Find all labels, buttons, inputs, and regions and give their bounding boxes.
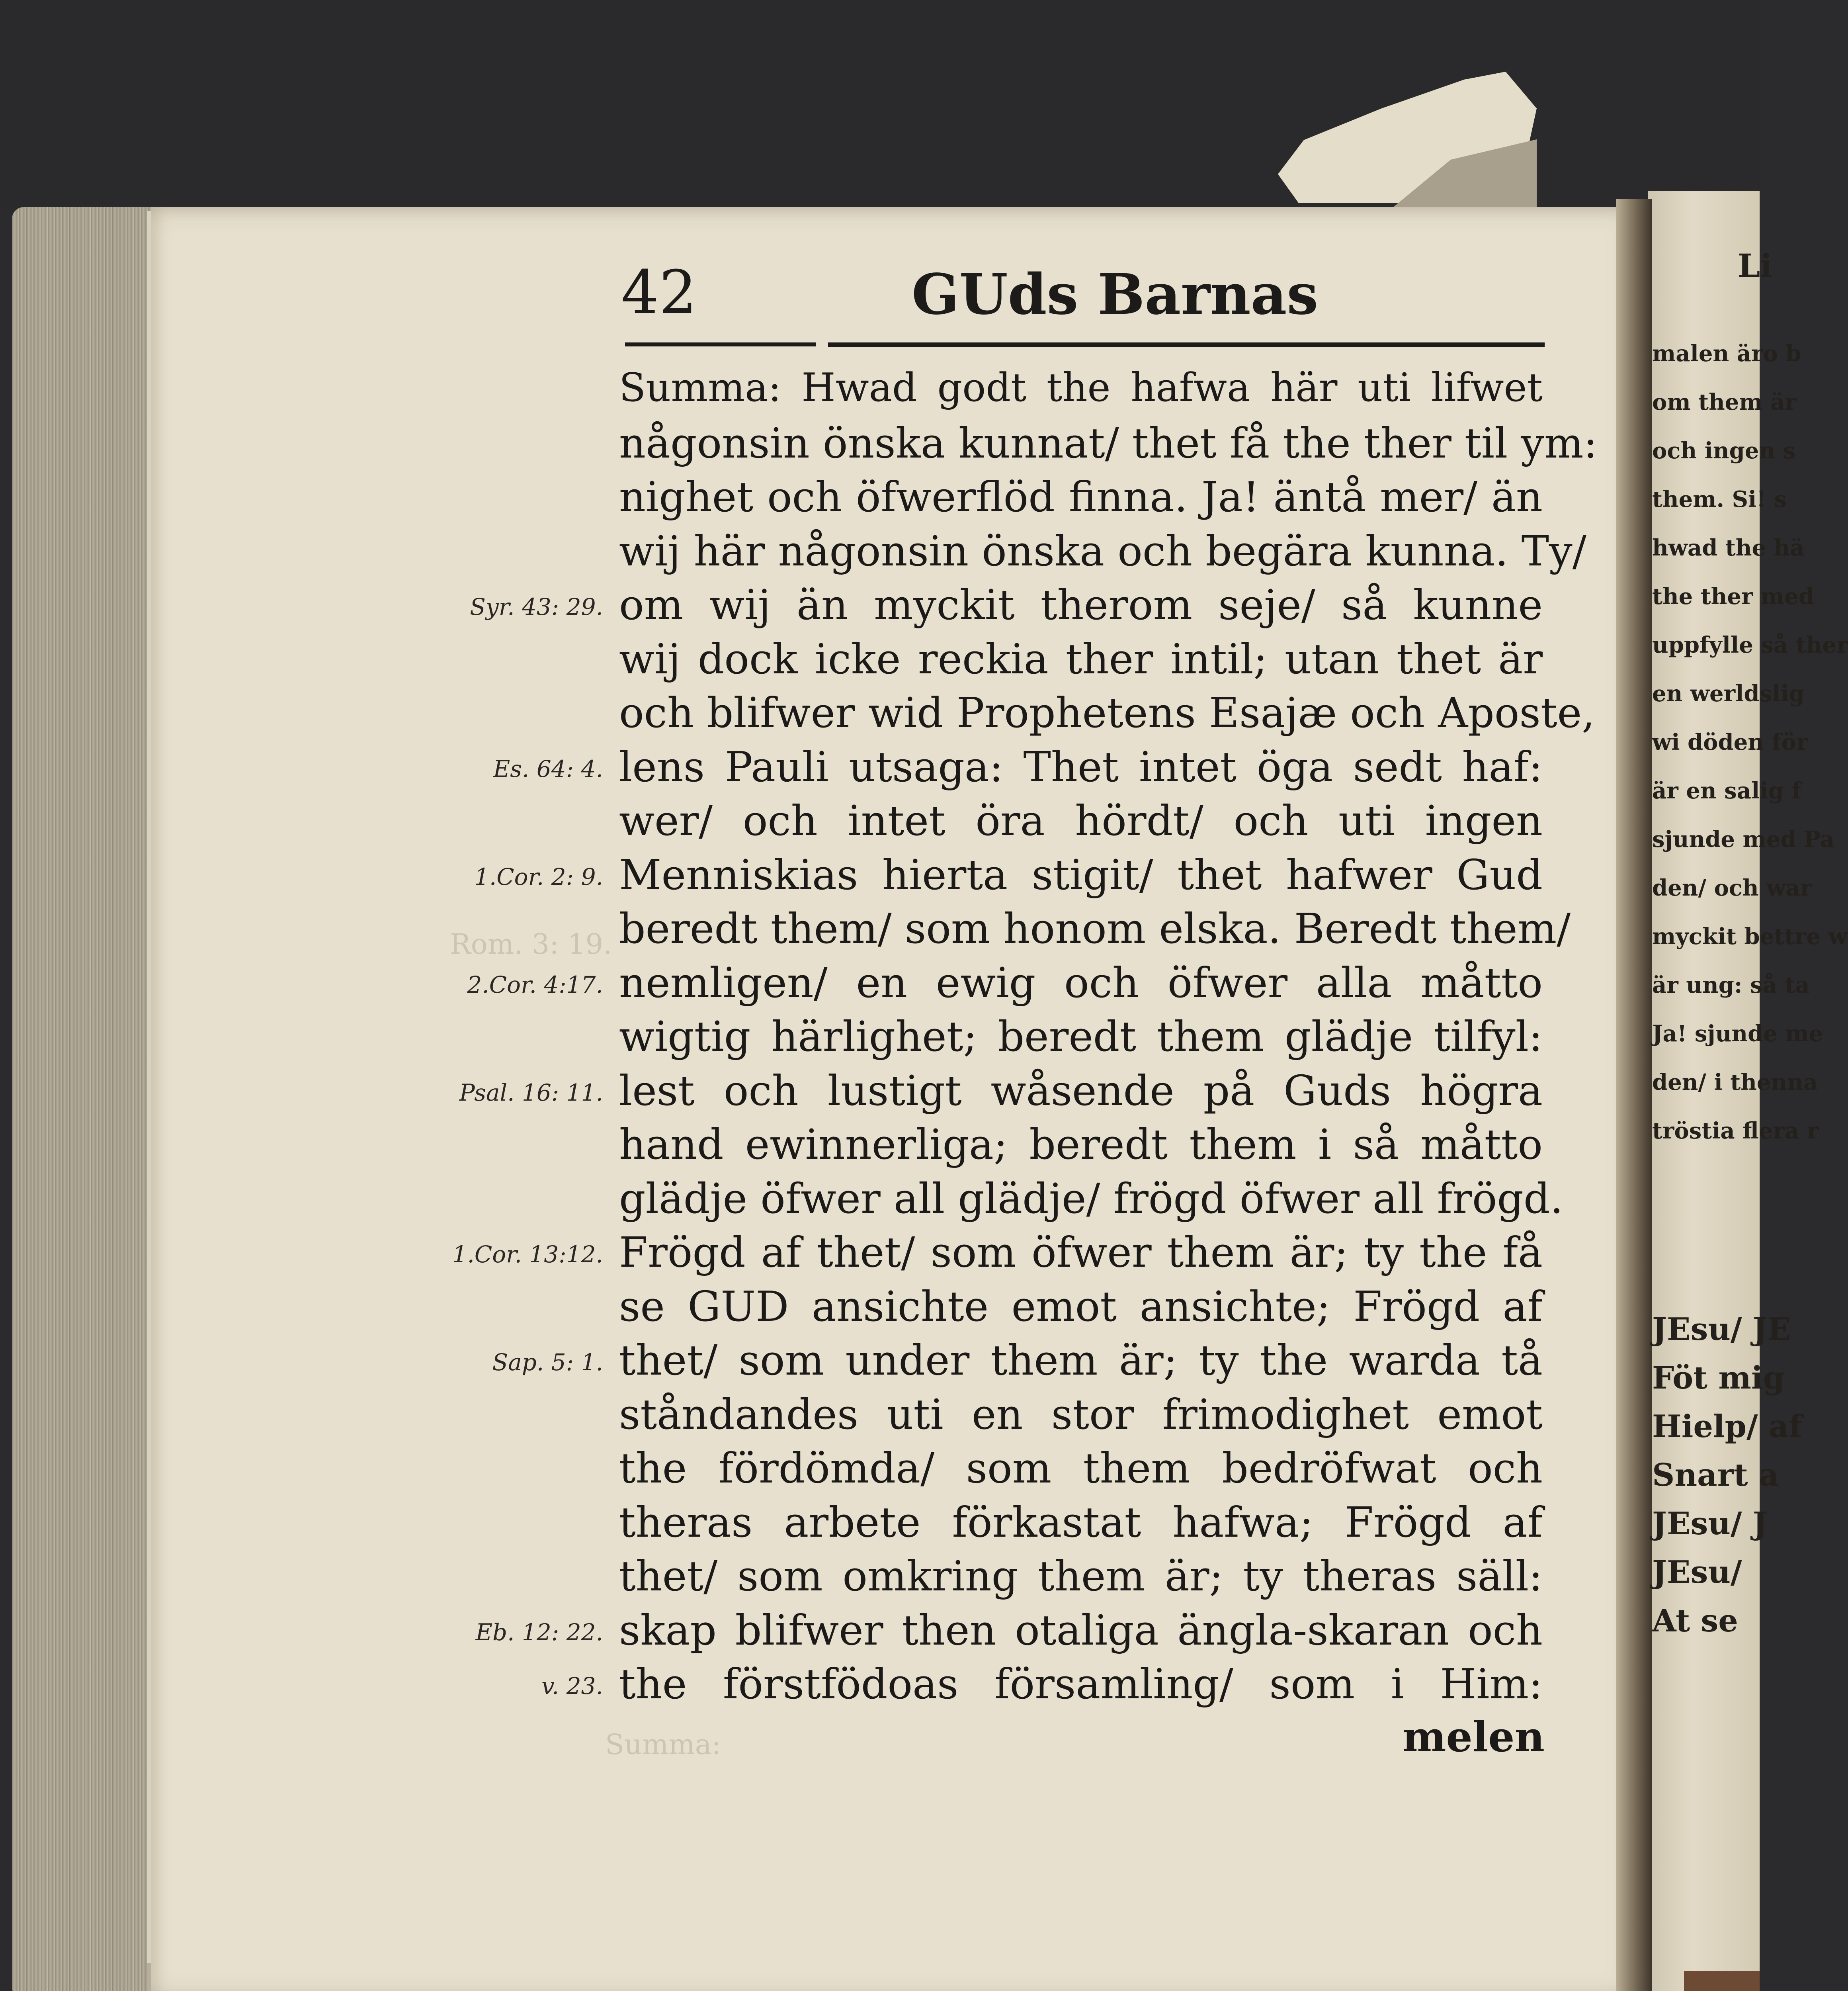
text-line: lest och lustigt wåsende på Guds högra — [619, 1066, 1543, 1115]
bleed-through-text: Summa: — [605, 1728, 721, 1761]
text-line: hand ewinnerliga; beredt them i så måtto — [619, 1120, 1543, 1169]
right-page-line: är ung: så ta — [1652, 972, 1810, 998]
right-page-line: den/ och war — [1652, 875, 1812, 901]
text-line: och blifwer wid Prophetens Esajæ och Aposte, — [619, 688, 1595, 737]
text-line: nighet och öfwerflöd finna. Ja! äntå mer/ än — [619, 473, 1543, 521]
margin-reference: 1.Cor. 13:12. — [452, 1241, 603, 1268]
text-line: om wij än myckit therom seje/ så kunne — [619, 581, 1543, 629]
text-line: thet/ som under them är; ty the warda tå — [619, 1336, 1543, 1385]
right-page-header: Li — [1738, 247, 1772, 284]
right-page-line: the ther med — [1652, 583, 1814, 610]
text-line: glädje öfwer all glädje/ frögd öfwer all frögd. — [619, 1174, 1563, 1223]
right-page-line: Ja! sjunde me — [1652, 1021, 1823, 1047]
right-page-line: At se — [1652, 1603, 1738, 1639]
right-page-line: wi döden för — [1652, 729, 1808, 755]
right-page-line: om them är — [1652, 389, 1797, 415]
text-line: the förstfödoas församling/ som i Him: — [619, 1660, 1543, 1708]
text-line: thet/ som omkring them är; ty theras säll: — [619, 1552, 1543, 1600]
text-line: wij dock icke reckia ther intil; utan thet är — [619, 634, 1543, 683]
margin-reference: Eb. 12: 22. — [475, 1618, 603, 1646]
right-page-line: them. Si! s — [1652, 486, 1787, 512]
text-line: Menniskias hierta stigit/ thet hafwer Gud — [619, 850, 1543, 899]
header-rule-right — [828, 342, 1545, 347]
right-page-line: JEsu/ JE — [1652, 1311, 1791, 1348]
text-line: Frögd af thet/ som öfwer them är; ty the få — [619, 1228, 1543, 1277]
right-page-line: den/ i thenna — [1652, 1069, 1818, 1095]
right-page-line: en werldslig — [1652, 681, 1805, 707]
text-line: se GUD ansichte emot ansichte; Frögd af — [619, 1282, 1543, 1331]
right-page-line: sjunde med Pa — [1652, 826, 1834, 853]
book-page-edges — [12, 207, 155, 1991]
margin-reference: Sap. 5: 1. — [492, 1349, 603, 1376]
text-line: skap blifwer then otaliga ängla-skaran och — [619, 1606, 1543, 1655]
right-page-line: JEsu/ — [1652, 1554, 1742, 1590]
right-page-line: uppfylle så ther — [1652, 632, 1848, 658]
right-page-line: Hielp/ af — [1652, 1408, 1802, 1445]
book-gutter — [1616, 199, 1652, 1991]
right-page-line: malen äro b — [1652, 340, 1801, 367]
right-page-line: Snart a — [1652, 1457, 1779, 1493]
text-line: Summa: Hwad godt the hafwa här uti lifwet — [619, 365, 1543, 411]
bleed-through-text: Rom. 3: 19. — [450, 928, 612, 960]
margin-reference: Psal. 16: 11. — [459, 1079, 603, 1106]
right-page-line: myckit bettre w — [1652, 923, 1848, 950]
text-line: wer/ och intet öra hördt/ och uti ingen — [619, 796, 1543, 845]
margin-reference: Syr. 43: 29. — [470, 593, 603, 620]
text-line: ståndandes uti en stor frimodighet emot — [619, 1390, 1543, 1439]
text-line: någonsin önska kunnat/ thet få the ther til ym: — [619, 419, 1598, 467]
header-rule-left — [625, 342, 816, 346]
right-page-line: Föt mig — [1652, 1360, 1785, 1396]
text-line: beredt them/ som honom elska. Beredt them/ — [619, 904, 1571, 953]
right-page-line: hwad the hä — [1652, 535, 1805, 561]
text-line: nemligen/ en ewig och öfwer alla måtto — [619, 958, 1543, 1007]
text-line: lens Pauli utsaga: Thet intet öga sedt haf: — [619, 742, 1543, 791]
right-page-line: JEsu/ J — [1652, 1506, 1768, 1542]
right-page-line: tröstia flera r — [1652, 1118, 1819, 1144]
text-line: wij här någonsin önska och begära kunna. Ty/ — [619, 526, 1586, 575]
page-number: 42 — [621, 258, 697, 327]
right-page-line: är en salig f — [1652, 778, 1801, 804]
text-line: wigtig härlighet; beredt them glädje tilfyl: — [619, 1012, 1543, 1061]
running-title: GUds Barnas — [912, 262, 1319, 327]
margin-reference: Es. 64: 4. — [493, 755, 603, 782]
text-line: the fördömda/ som them bedröfwat och — [619, 1444, 1543, 1492]
margin-reference: 1.Cor. 2: 9. — [474, 863, 603, 890]
book-cover-edge — [1684, 1971, 1760, 1991]
catchword: melen — [1402, 1712, 1545, 1761]
text-line: theras arbete förkastat hafwa; Frögd af — [619, 1498, 1543, 1547]
right-page-line: och ingen s — [1652, 438, 1796, 464]
margin-reference: v. 23. — [541, 1672, 603, 1700]
margin-reference: 2.Cor. 4:17. — [467, 971, 603, 998]
